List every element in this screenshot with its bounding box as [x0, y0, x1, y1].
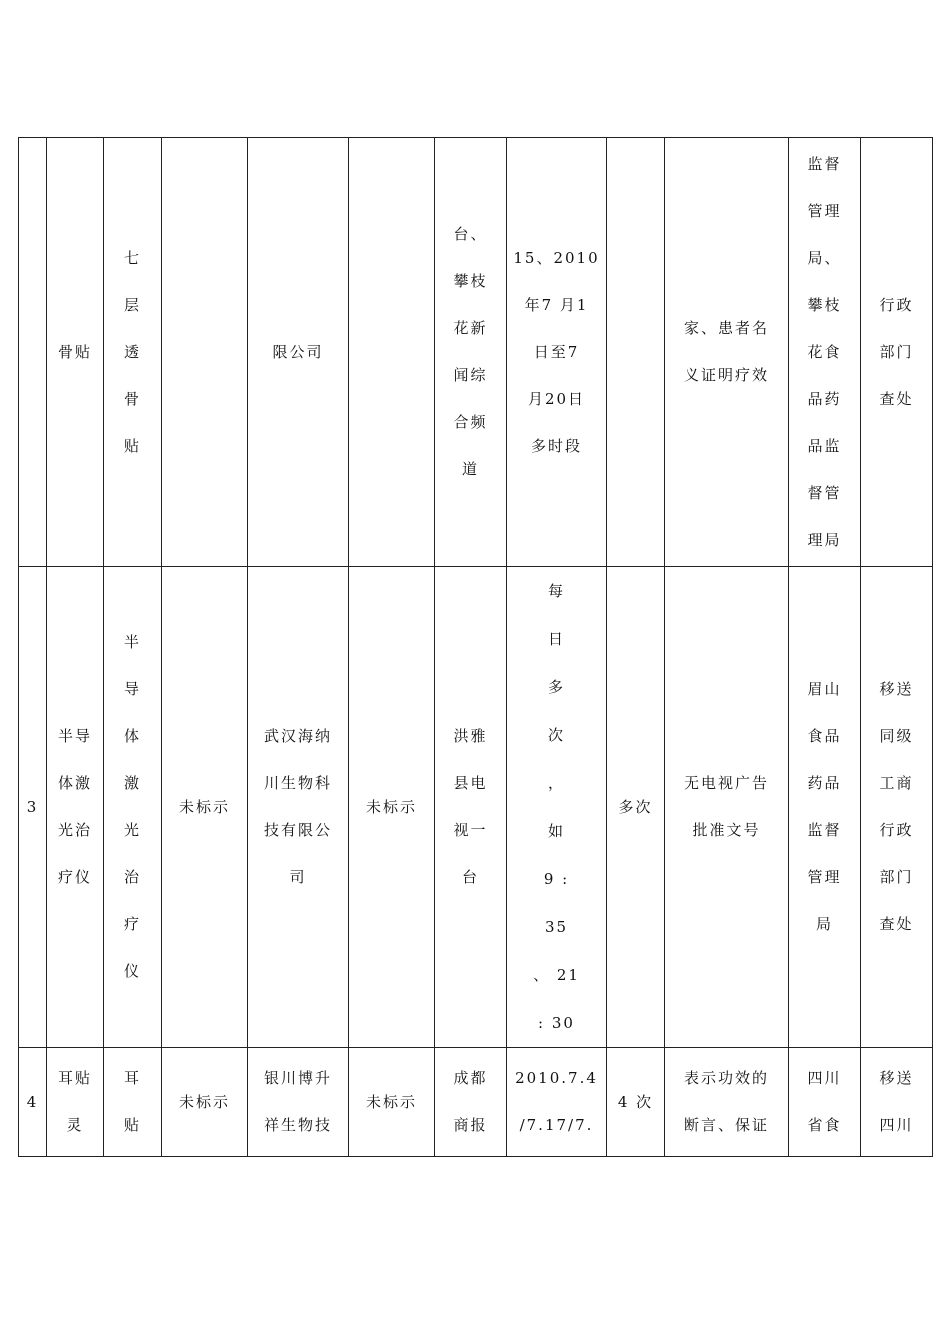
name-line: 半导	[57, 727, 92, 745]
monitor-line: 品监	[807, 436, 842, 455]
manufacturer-line: 川生物科	[263, 774, 332, 792]
violation-line: 无电视广告	[683, 774, 769, 792]
time-line: /7.17/7.	[519, 1116, 594, 1134]
approval-line: 未标示	[178, 797, 230, 816]
distributor-line: 未标示	[365, 1092, 417, 1111]
manufacturer-text	[248, 329, 348, 376]
cell-name	[47, 567, 104, 1048]
monitor-line: 监督	[807, 821, 842, 839]
cell-violation	[665, 567, 789, 1048]
name-line: 骨贴	[57, 342, 92, 361]
time-line: : 30	[538, 1014, 575, 1032]
approval-text	[162, 1079, 247, 1126]
product-line: 层	[123, 295, 141, 314]
time-line: 2010.7.4	[515, 1069, 598, 1087]
product-text	[104, 619, 161, 995]
cell-no	[19, 1048, 47, 1157]
media-line: 闻综	[453, 366, 488, 384]
cell-time	[507, 567, 607, 1048]
product-line: 贴	[123, 1116, 141, 1134]
action-text	[861, 666, 932, 948]
monitor-line: 省食	[807, 1116, 842, 1134]
cell-product	[104, 567, 162, 1048]
cell-monitor	[789, 1048, 861, 1157]
cell-count	[607, 567, 665, 1048]
monitor-line: 局、	[807, 248, 842, 267]
action-line: 移送	[879, 1069, 914, 1087]
action-line: 移送	[879, 680, 914, 698]
violation-line: 义证明疗效	[683, 366, 769, 384]
monitor-line: 攀枝	[807, 295, 842, 314]
action-text	[861, 1055, 932, 1149]
cell-monitor	[789, 138, 861, 567]
monitor-line: 药品	[807, 774, 842, 792]
media-line: 视一	[453, 821, 488, 839]
cell-product	[104, 138, 162, 567]
action-text	[861, 282, 932, 423]
cell-approval	[162, 567, 248, 1048]
media-line: 县电	[453, 774, 488, 792]
product-line: 疗	[123, 915, 141, 933]
action-line: 查处	[879, 915, 914, 933]
time-line: 日	[547, 630, 565, 648]
no-text	[19, 784, 46, 831]
cell-time	[507, 138, 607, 567]
cell-media	[435, 138, 507, 567]
approval-line: 未标示	[178, 1092, 230, 1111]
time-line: 多时段	[530, 436, 582, 455]
media-line: 商报	[453, 1116, 488, 1134]
cell-action	[861, 1048, 933, 1157]
action-line: 同级	[879, 727, 914, 745]
monitor-line: 局	[815, 915, 833, 933]
violation-text	[665, 1055, 788, 1149]
manufacturer-line: 司	[289, 868, 307, 886]
table-row	[19, 138, 933, 567]
monitor-text	[789, 666, 860, 948]
name-text	[47, 713, 103, 901]
count-text	[607, 784, 664, 831]
manufacturer-text	[248, 1055, 348, 1149]
manufacturer-line: 限公司	[272, 342, 324, 361]
time-line: 、 21	[533, 966, 580, 984]
product-line: 激	[123, 774, 141, 792]
media-line: 合频	[453, 413, 488, 431]
media-line: 花新	[453, 319, 488, 337]
cell-name	[47, 1048, 104, 1157]
count-line: 4 次	[617, 1092, 654, 1111]
distributor-line: 未标示	[365, 797, 417, 816]
product-line: 骨	[123, 389, 141, 408]
cell-manufacturer	[248, 1048, 349, 1157]
no-line: 4	[26, 1093, 39, 1111]
time-line: 9 :	[543, 870, 570, 888]
manufacturer-line: 祥生物技	[263, 1116, 332, 1134]
product-line: 透	[123, 342, 141, 361]
cell-product	[104, 1048, 162, 1157]
cell-media	[435, 567, 507, 1048]
media-text	[435, 211, 506, 493]
media-text	[435, 1055, 506, 1149]
monitor-line: 管理	[807, 201, 842, 220]
cell-no	[19, 138, 47, 567]
cell-monitor	[789, 567, 861, 1048]
media-line: 攀枝	[453, 272, 488, 290]
name-line: 体激	[57, 774, 92, 792]
monitor-line: 监督	[807, 154, 842, 173]
cell-violation	[665, 138, 789, 567]
cell-manufacturer	[248, 138, 349, 567]
violation-text	[665, 305, 788, 399]
cell-violation	[665, 1048, 789, 1157]
media-line: 成都	[453, 1069, 488, 1087]
name-line: 疗仪	[57, 868, 92, 886]
cell-no	[19, 567, 47, 1048]
manufacturer-text	[248, 713, 348, 901]
monitor-text	[789, 141, 860, 564]
media-line: 台、	[453, 225, 488, 243]
distributor-text	[349, 1079, 434, 1126]
time-line: ，	[547, 774, 565, 792]
cell-distributor	[349, 1048, 435, 1157]
action-line: 工商	[879, 774, 914, 792]
violation-line: 表示功效的	[683, 1069, 769, 1087]
cell-distributor	[349, 138, 435, 567]
manufacturer-line: 技有限公	[263, 821, 332, 839]
cell-name	[47, 138, 104, 567]
no-text	[19, 1090, 46, 1114]
time-text	[507, 567, 606, 1047]
media-text	[435, 713, 506, 901]
monitor-line: 花食	[807, 342, 842, 361]
cell-time	[507, 1048, 607, 1157]
name-text	[47, 329, 103, 376]
action-line: 部门	[879, 342, 914, 361]
action-line: 查处	[879, 389, 914, 408]
product-line: 耳	[123, 1069, 141, 1087]
monitor-line: 眉山	[807, 680, 842, 698]
cell-approval	[162, 138, 248, 567]
time-line: 年7 月1	[524, 295, 589, 314]
product-line: 治	[123, 868, 141, 886]
time-line: 35	[544, 918, 569, 936]
time-line: 每	[547, 582, 565, 600]
product-line: 七	[123, 248, 141, 267]
table-row	[19, 567, 933, 1048]
time-line: 多	[547, 678, 565, 696]
ad-violation-table	[18, 137, 933, 1157]
product-text	[104, 235, 161, 470]
cell-media	[435, 1048, 507, 1157]
cell-action	[861, 138, 933, 567]
count-text	[607, 1079, 664, 1126]
cell-count	[607, 138, 665, 567]
product-line: 光	[123, 821, 141, 839]
violation-text	[665, 760, 788, 854]
approval-text	[162, 784, 247, 831]
time-line: 15、2010	[513, 248, 600, 267]
product-line: 导	[123, 680, 141, 698]
product-line: 半	[123, 633, 141, 651]
monitor-line: 品药	[807, 389, 842, 408]
time-line: 如	[547, 822, 565, 840]
media-line: 台	[461, 868, 479, 886]
cell-count	[607, 1048, 665, 1157]
action-line: 部门	[879, 868, 914, 886]
manufacturer-line: 银川博升	[263, 1069, 332, 1087]
monitor-line: 管理	[807, 868, 842, 886]
product-text	[104, 1055, 161, 1149]
time-text	[507, 1055, 606, 1149]
name-text	[47, 1055, 103, 1149]
product-line: 体	[123, 727, 141, 745]
monitor-text	[789, 1055, 860, 1149]
time-line: 次	[547, 726, 565, 744]
monitor-line: 督管	[807, 483, 842, 502]
violation-line: 批准文号	[692, 821, 761, 839]
cell-action	[861, 567, 933, 1048]
monitor-line: 四川	[807, 1069, 842, 1087]
time-line: 日至7	[533, 342, 580, 361]
violation-line: 家、患者名	[683, 319, 769, 337]
cell-distributor	[349, 567, 435, 1048]
product-line: 仪	[123, 962, 141, 980]
media-line: 道	[461, 460, 479, 478]
name-line: 光治	[57, 821, 92, 839]
manufacturer-line: 武汉海纳	[263, 727, 332, 745]
action-line: 四川	[879, 1116, 914, 1134]
no-line: 3	[26, 797, 39, 816]
media-line: 洪雅	[453, 727, 488, 745]
table-row	[19, 1048, 933, 1157]
cell-manufacturer	[248, 567, 349, 1048]
action-line: 行政	[879, 295, 914, 314]
count-line: 多次	[618, 797, 653, 816]
name-line: 耳贴	[57, 1069, 92, 1087]
monitor-line: 食品	[807, 727, 842, 745]
distributor-text	[349, 784, 434, 831]
action-line: 行政	[879, 821, 914, 839]
name-line: 灵	[66, 1116, 84, 1134]
cell-approval	[162, 1048, 248, 1157]
monitor-line: 理局	[807, 530, 842, 549]
product-line: 贴	[123, 436, 141, 455]
time-line: 月20日	[527, 389, 586, 408]
time-text	[507, 235, 606, 470]
violation-line: 断言、保证	[683, 1116, 769, 1134]
